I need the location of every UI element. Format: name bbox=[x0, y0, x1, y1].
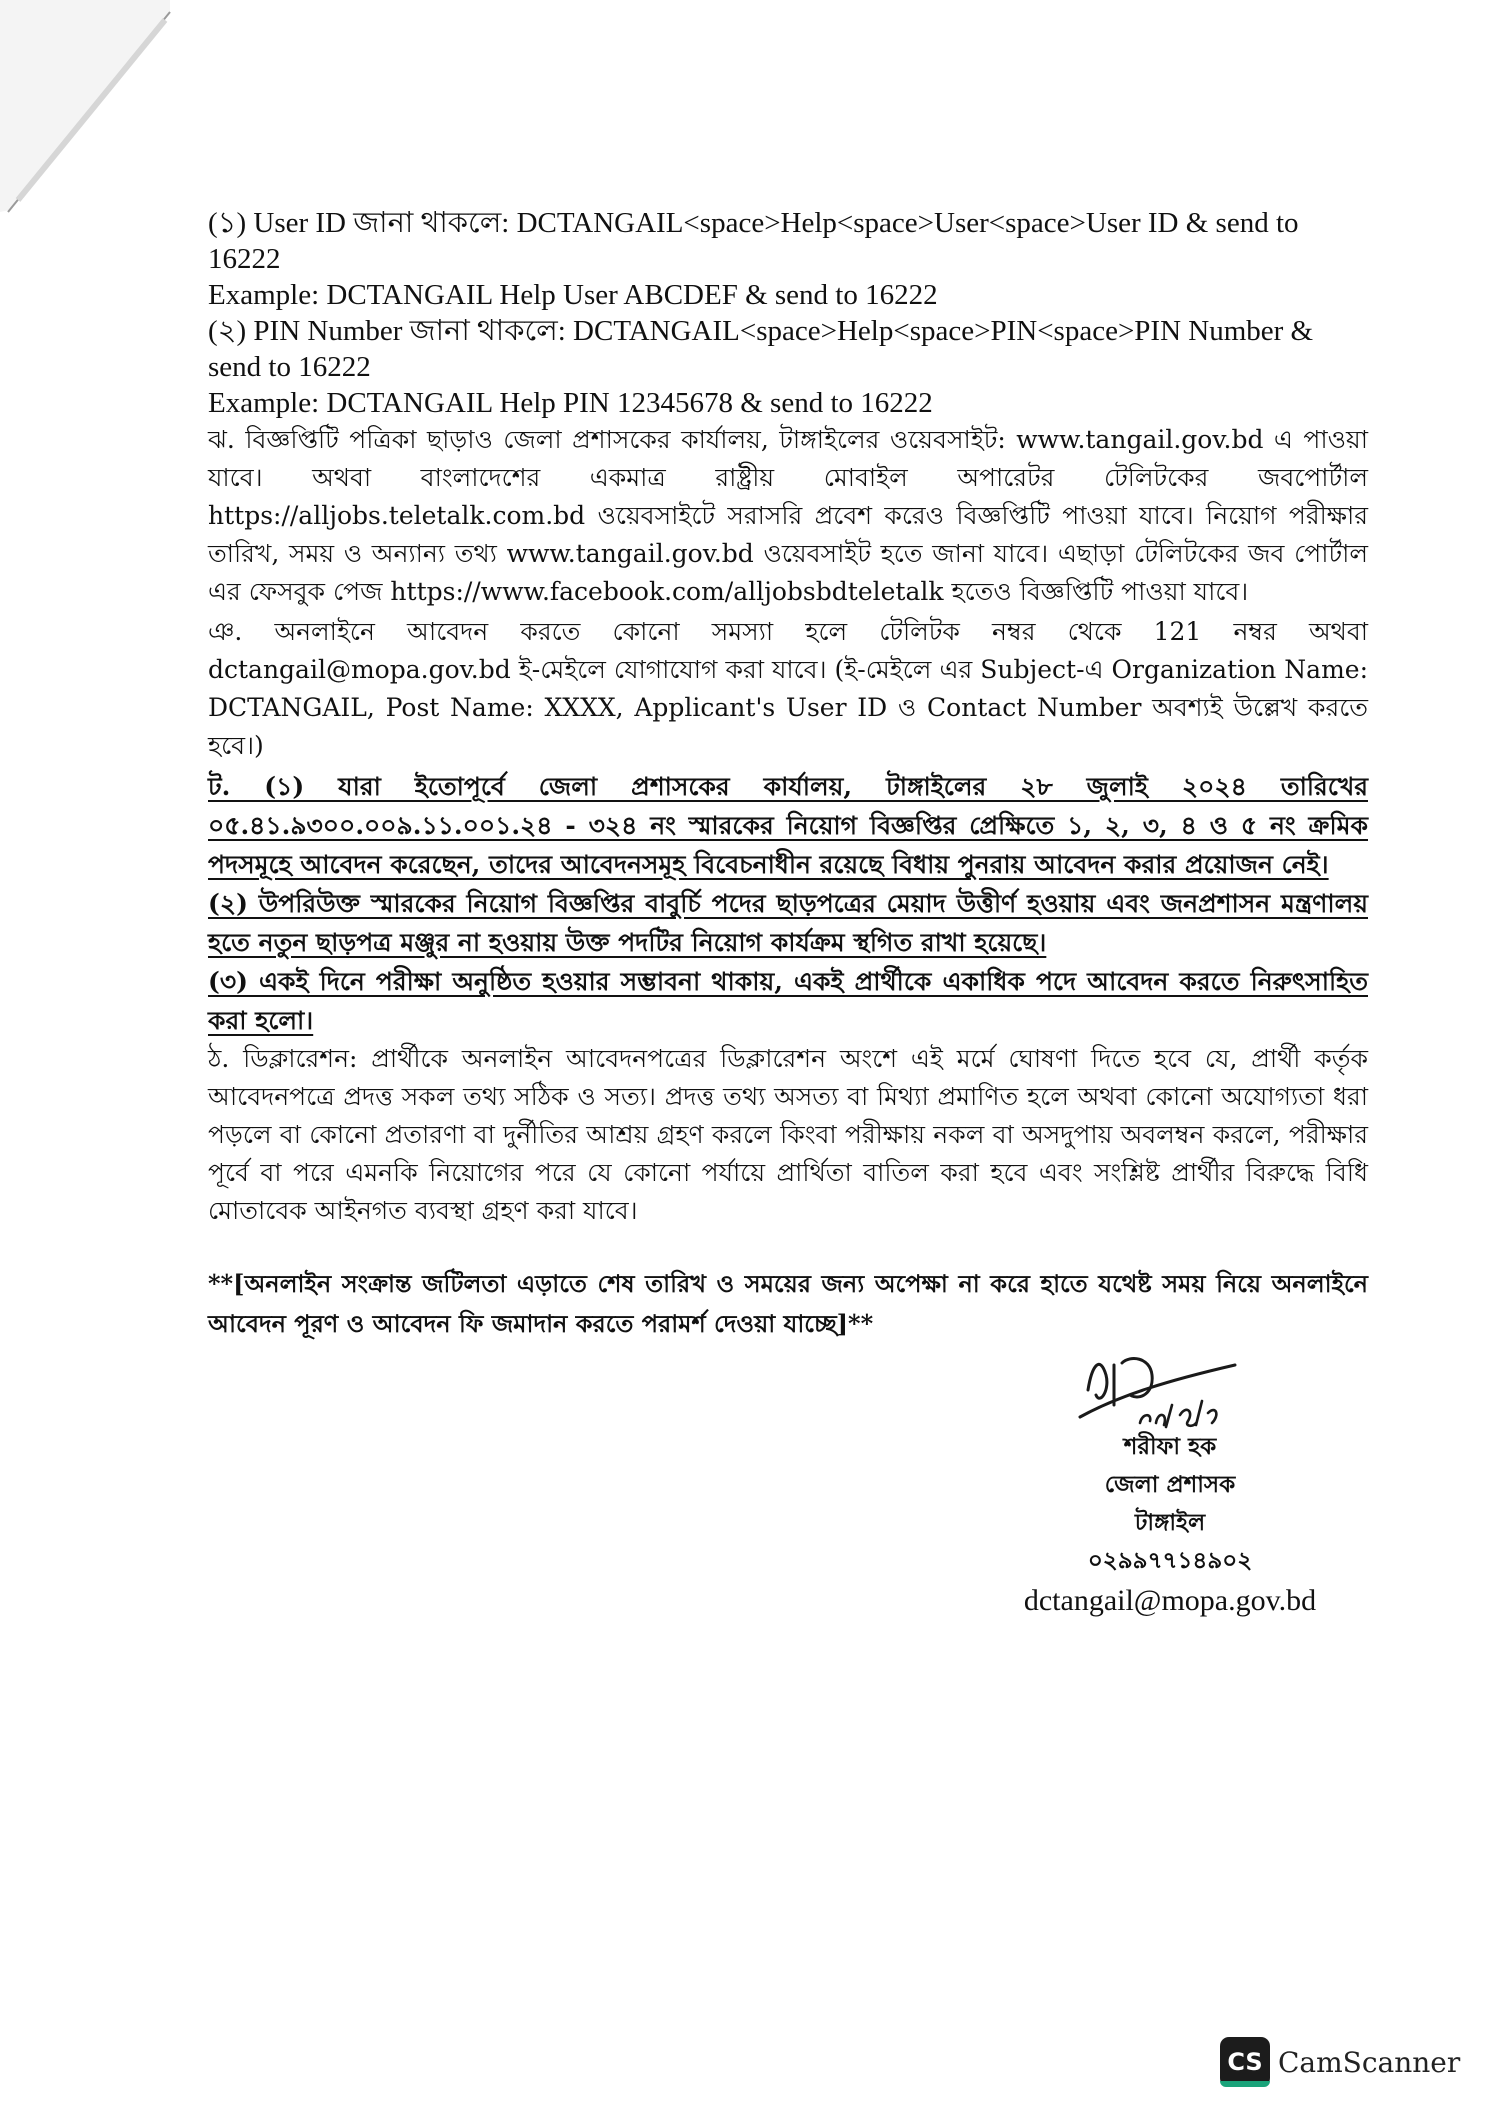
camscanner-watermark bbox=[1220, 2035, 1460, 2089]
signatory-district: টাঙ্গাইল bbox=[1134, 1509, 1206, 1536]
signatory-details bbox=[960, 1428, 1380, 1620]
sms-example-userid: Example: DCTANGAIL Help User ABCDEF & send to 16222 bbox=[208, 279, 938, 311]
signatory-designation: জেলা প্রশাসক bbox=[1104, 1471, 1236, 1498]
sms-line-pin: (২) PIN Number জানা থাকলে: DCTANGAIL<space>Help<space>PIN<space>PIN Number & bbox=[208, 315, 1314, 347]
camscanner-brand-text: CamScanner bbox=[1278, 2045, 1461, 2079]
paragraph-jha: ঝ. বিজ্ঞপ্তিটি পত্রিকা ছাড়াও জেলা প্রশাসকের কার্যালয়, টাঙ্গাইলের ওয়েবসাইট: www.tangail.gov.bd এ পাওয়া যাবে। অথবা বাংলাদেশের একমাত্র রাষ্ট্রীয় মোবাইল অপারেটর টেলিটকের জবপোর্টাল https://alljobs.teletalk.com.bd ওয়েবসাইটে সরাসরি প্রবেশ করেও বিজ্ঞপ্তিটি পাওয়া যাবে। নিয়োগ পরীক্ষার তারিখ, সময় ও অন্যান্য তথ্য www.tangail.gov.bd ওয়েবসাইট হতে জানা যাবে। এছাড়া টেলিটকের জব পোর্টাল এর ফেসবুক পেজ https://www.facebook.com/alljobsbdteletalk হতেও বিজ্ঞপ্তিটি পাওয়া যাবে। bbox=[208, 425, 1368, 606]
document-body bbox=[208, 205, 1368, 1368]
paragraph-ta-1: ট. (১) যারা ইতোপূর্বে জেলা প্রশাসকের কার্যালয়, টাঙ্গাইলের ২৮ জুলাই ২০২৪ তারিখের ০৫.৪১.৯৩০০.০০৯.১১.০০১.২৪ - ৩২৪ নং স্মারকের নিয়োগ বিজ্ঞপ্তির প্রেক্ষিতে ১, ২, ৩, ৪ ও ৫ নং ক্রমিক পদসমূহে আবেদন করেছেন, তাদের আবেদনসমূহ বিবেচনাধীন রয়েছে বিধায় পুনরায় আবেদন করার প্রয়োজন নেই। bbox=[208, 772, 1368, 879]
paragraph-ta-3: (৩) একই দিনে পরীক্ষা অনুষ্ঠিত হওয়ার সম্ভাবনা থাকায়, একই প্রার্থীকে একাধিক পদে আবেদন করতে নিরুৎসাহিত করা হলো। bbox=[208, 967, 1368, 1035]
page-fold-shadow bbox=[0, 0, 180, 220]
signatory-phone: ০২৯৯৭৭১৪৯০২ bbox=[1087, 1547, 1253, 1574]
sms-line-userid-cont: 16222 bbox=[208, 243, 281, 275]
signatory-name: শরীফা হক bbox=[1123, 1433, 1217, 1460]
sms-line-pin-cont: send to 16222 bbox=[208, 351, 371, 383]
paragraph-tha-declaration: ঠ. ডিক্লারেশন: প্রার্থীকে অনলাইন আবেদনপত্রের ডিক্লারেশন অংশে এই মর্মে ঘোষণা দিতে হবে যে, প্রার্থী কর্তৃক আবেদনপত্রে প্রদত্ত সকল তথ্য সঠিক ও সত্য। প্রদত্ত তথ্য অসত্য বা মিথ্যা প্রমাণিত হলে অথবা কোনো অযোগ্যতা ধরা পড়লে বা কোনো প্রতারণা বা দুর্নীতির আশ্রয় গ্রহণ করলে কিংবা পরীক্ষায় নকল বা অসদুপায় অবলম্বন করলে, পরীক্ষার পূর্বে বা পরে এমনকি নিয়োগের পরে যে কোনো পর্যায়ে প্রার্থিতা বাতিল করা হবে এবং সংশ্লিষ্ট প্রার্থীর বিরুদ্ধে বিধি মোতাবেক আইনগত ব্যবস্থা গ্রহণ করা যাবে। bbox=[208, 1044, 1369, 1225]
paragraph-ta-2: (২) উপরিউক্ত স্মারকের নিয়োগ বিজ্ঞপ্তির বাবুর্চি পদের ছাড়পত্রের মেয়াদ উত্তীর্ণ হওয়ায় এবং জনপ্রশাসন মন্ত্রণালয় হতে নতুন ছাড়পত্র মঞ্জুর না হওয়ায় উক্ত পদটির নিয়োগ কার্যক্রম স্থগিত রাখা হয়েছে। bbox=[208, 889, 1368, 957]
camscanner-logo-icon: CS bbox=[1220, 2037, 1270, 2087]
handwritten-signature bbox=[1070, 1335, 1240, 1435]
signatory-email: dctangail@mopa.gov.bd bbox=[1023, 1584, 1317, 1617]
sms-example-pin: Example: DCTANGAIL Help PIN 12345678 & send to 16222 bbox=[208, 387, 933, 419]
sms-line-userid: (১) User ID জানা থাকলে: DCTANGAIL<space>Help<space>User<space>User ID & send to bbox=[208, 207, 1299, 239]
paragraph-nya: ঞ. অনলাইনে আবেদন করতে কোনো সমস্যা হলে টেলিটক নম্বর থেকে 121 নম্বর অথবা dctangail@mopa.gov.bd ই-মেইলে যোগাযোগ করা যাবে। (ই-মেইলে এর Subject-এ Organization Name: DCTANGAIL, Post Name: XXXX, Applicant's User ID ও Contact Number অবশ্যই উল্লেখ করতে হবে।) bbox=[208, 617, 1368, 760]
advisory-note: **[অনলাইন সংক্রান্ত জটিলতা এড়াতে শেষ তারিখ ও সময়ের জন্য অপেক্ষা না করে হাতে যথেষ্ট সময় নিয়ে অনলাইনে আবেদন পূরণ ও আবেদন ফি জমাদান করতে পরামর্শ দেওয়া যাচ্ছে]** bbox=[208, 1269, 1368, 1338]
